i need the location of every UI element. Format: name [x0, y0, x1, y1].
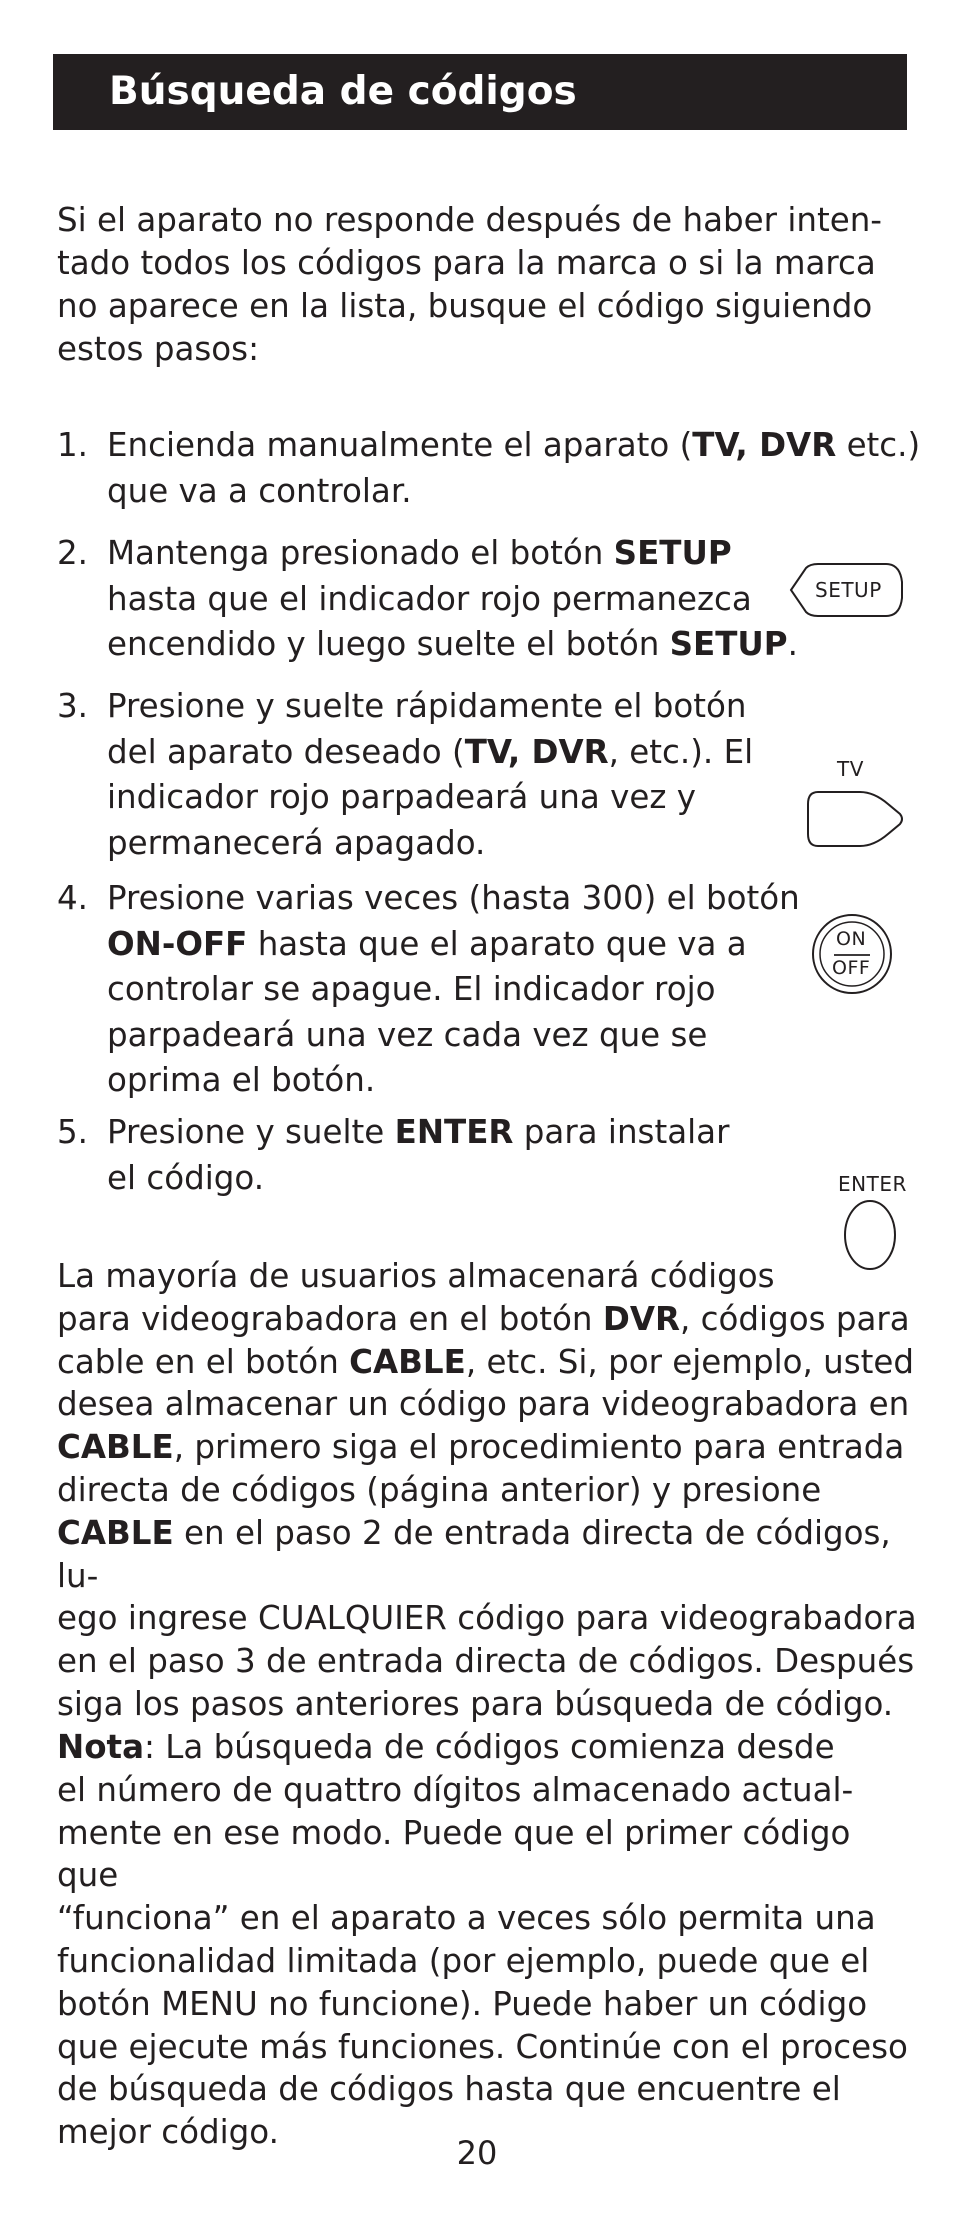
paragraph-bold: CABLE [349, 1342, 466, 1381]
page-title: Búsqueda de códigos [109, 69, 577, 114]
tv-button-icon [804, 788, 904, 850]
step-text: permanecerá apagado. [107, 823, 486, 862]
step-1 [57, 423, 920, 514]
step-text: hasta que el indicador rojo permanezca [107, 579, 752, 618]
page-title-bar [53, 54, 907, 130]
paragraph-line: : La búsqueda de códigos comienza desde [144, 1728, 835, 1766]
paragraph-line: en el paso 2 de entrada directa de códigos, lu- [57, 1513, 891, 1595]
step-number: 3. [57, 687, 89, 725]
on-off-button-icon [810, 912, 894, 996]
intro-line: no aparece en la lista, busque el código siguiendo [57, 287, 873, 325]
step-text: Encienda manualmente el aparato ( [107, 426, 693, 464]
tv-button-label: TV [837, 757, 864, 781]
paragraph-line: ego ingrese CUALQUIER código para videograbadora [57, 1599, 917, 1638]
step-number: 2. [57, 534, 89, 572]
step-number: 1. [57, 426, 89, 464]
step-text: el código. [107, 1158, 265, 1197]
step-text: para instalar [513, 1113, 730, 1151]
paragraph-line: La mayoría de usuarios almacenará códigos [57, 1257, 775, 1295]
step-bold: TV, DVR [692, 426, 837, 464]
paragraph-line: funcionalidad limitada (por ejemplo, puede que el [57, 1941, 870, 1980]
paragraph-bold: CABLE [57, 1428, 174, 1467]
step-text: Presione y suelte [107, 1113, 395, 1151]
step-text: etc.) [836, 426, 921, 464]
step-text: parpadeará una vez cada vez que se [107, 1015, 708, 1054]
step-bold: ENTER [394, 1113, 514, 1151]
off-label: OFF [832, 957, 871, 979]
paragraph-line: cable en el botón [57, 1342, 350, 1381]
note-label: Nota [57, 1728, 144, 1766]
step-text: hasta que el aparato que va a [247, 924, 747, 963]
step-text: controlar se apague. El indicador rojo [107, 970, 716, 1008]
paragraph-line: de búsqueda de códigos hasta que encuentre el [57, 2070, 841, 2109]
on-label: ON [836, 928, 867, 950]
step-3 [57, 684, 753, 866]
paragraph-line: siga los pasos anteriores para búsqueda de código. [57, 1684, 894, 1723]
paragraph-line: el número de quattro dígitos almacenado actual- [57, 1770, 854, 1809]
step-bold: SETUP [613, 534, 732, 572]
intro-line: Si el aparato no responde después de haber inten- [57, 201, 883, 239]
step-number: 4. [57, 879, 89, 917]
step-4 [57, 876, 800, 1104]
paragraph-line: , primero siga el procedimiento para entrada [173, 1428, 905, 1467]
paragraph-line: que ejecute más funciones. Continúe con el proceso [57, 2027, 908, 2066]
paragraph-line: “funciona” en el aparato a veces sólo permita una [57, 1899, 876, 1938]
paragraph-bold: CABLE [57, 1513, 174, 1552]
step-2 [57, 531, 798, 668]
storage-paragraph [57, 1255, 917, 1726]
paragraph-line: mejor código. [57, 2113, 279, 2152]
page-number: 20 [456, 2134, 498, 2172]
step-text: oprima el botón. [107, 1061, 376, 1099]
step-text: . [787, 625, 798, 663]
intro-line: tado todos los códigos para la marca o si la marca [57, 244, 876, 282]
step-text: Mantenga presionado el botón [107, 534, 614, 572]
step-text: indicador rojo parpadeará una vez y [107, 778, 696, 816]
step-text: Presione varias veces (hasta 300) el botón [107, 879, 800, 917]
intro-paragraph [57, 199, 897, 371]
paragraph-line: botón MENU no funcione). Puede haber un código [57, 1984, 868, 2023]
step-5 [57, 1110, 729, 1201]
intro-line: estos pasos: [57, 330, 260, 368]
paragraph-line: desea almacenar un código para videograbadora en [57, 1385, 910, 1424]
step-text: Presione y suelte rápidamente el botón [107, 687, 747, 725]
setup-button-icon [788, 562, 906, 618]
step-text: , etc.). El [608, 732, 754, 771]
step-text: del aparato deseado ( [107, 732, 465, 771]
paragraph-line: para videograbadora en el botón [57, 1299, 603, 1338]
paragraph-bold: DVR [602, 1299, 681, 1338]
paragraph-line: mente en ese modo. Puede que el primer código que [57, 1813, 851, 1895]
step-bold: TV, DVR [464, 732, 609, 771]
step-bold: ON-OFF [107, 924, 248, 963]
setup-button-label: SETUP [815, 578, 882, 602]
enter-button-label: ENTER [838, 1172, 907, 1196]
paragraph-line: , códigos para [680, 1299, 910, 1338]
note-paragraph [57, 1726, 917, 2154]
step-text: encendido y luego suelte el botón [107, 625, 670, 663]
paragraph-line: directa de códigos (página anterior) y presione [57, 1470, 822, 1509]
paragraph-line: en el paso 3 de entrada directa de códigos. Después [57, 1642, 915, 1681]
step-text: que va a controlar. [107, 471, 412, 510]
paragraph-line: , etc. Si, por ejemplo, usted [465, 1342, 915, 1381]
step-bold: SETUP [669, 625, 788, 663]
step-number: 5. [57, 1113, 89, 1151]
